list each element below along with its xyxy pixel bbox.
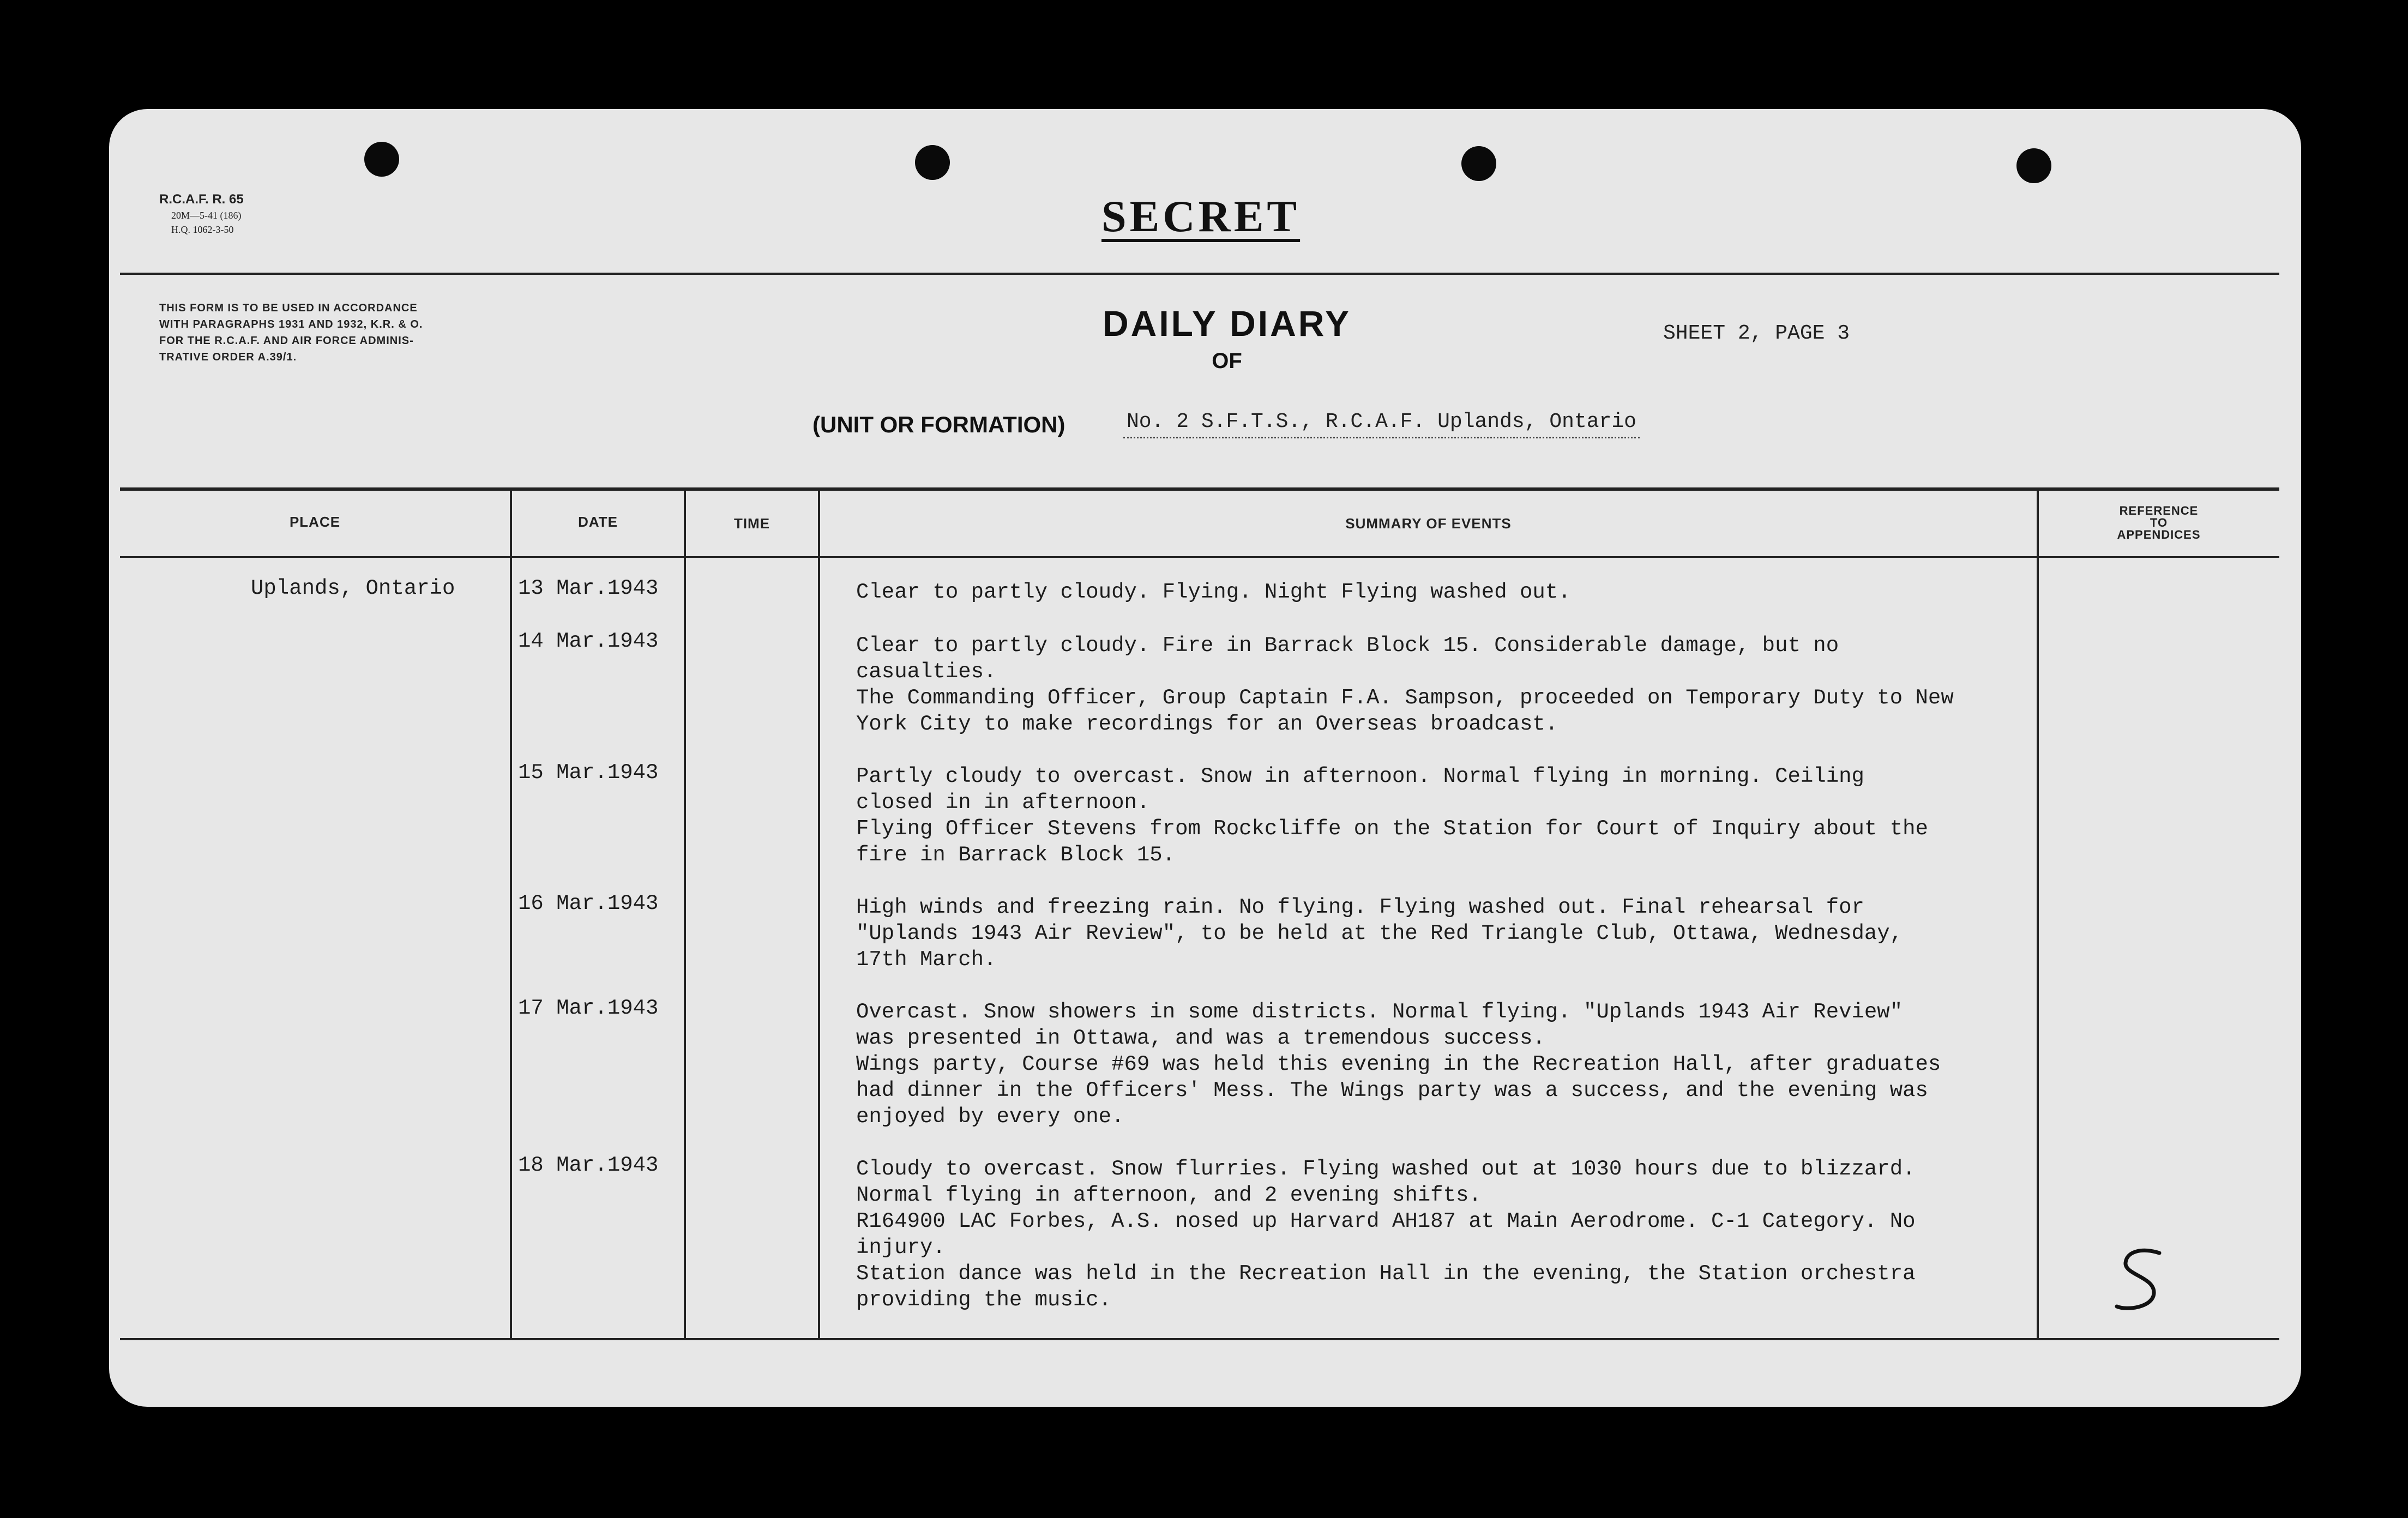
instruction-line: TRATIVE ORDER A.39/1. bbox=[159, 351, 297, 363]
column-header-date: DATE bbox=[578, 514, 618, 530]
form-instructions bbox=[159, 300, 595, 365]
reference-header-line: APPENDICES bbox=[2117, 528, 2201, 541]
summary-line: The Commanding Officer, Group Captain F.A. Sampson, proceeded on Temporary Duty to New bbox=[856, 686, 1954, 710]
place-cell: Uplands, Ontario bbox=[251, 576, 455, 600]
date-cell: 14 Mar.1943 bbox=[518, 629, 659, 653]
summary-line: R164900 LAC Forbes, A.S. nosed up Harvard AH187 at Main Aerodrome. C-1 Category. No bbox=[856, 1209, 1916, 1233]
punch-hole bbox=[2016, 148, 2051, 183]
summary-line: Wings party, Course #69 was held this evening in the Recreation Hall, after graduates bbox=[856, 1052, 1941, 1076]
summary-entry bbox=[856, 579, 2116, 605]
unit-label: (UNIT OR FORMATION) bbox=[812, 412, 1065, 437]
reference-header-line: REFERENCE bbox=[2119, 504, 2199, 517]
column-divider bbox=[684, 491, 686, 1338]
summary-line: Flying Officer Stevens from Rockcliffe on the Station for Court of Inquiry about the bbox=[856, 817, 1928, 841]
summary-line: Clear to partly cloudy. Fire in Barrack Block 15. Considerable damage, but no bbox=[856, 634, 1839, 658]
summary-line: was presented in Ottawa, and was a tremendous success. bbox=[856, 1026, 1545, 1050]
form-code: 20M—5-41 (186) bbox=[171, 210, 242, 221]
form-number: R.C.A.F. R. 65 bbox=[159, 192, 244, 207]
punch-hole bbox=[915, 145, 950, 180]
summary-line: Overcast. Snow showers in some districts. Normal flying. "Uplands 1943 Air Review" bbox=[856, 1000, 1903, 1024]
punch-hole bbox=[364, 142, 399, 177]
sheet-page-number: SHEET 2, PAGE 3 bbox=[1663, 322, 1850, 345]
instruction-line: FOR THE R.C.A.F. AND AIR FORCE ADMINIS- bbox=[159, 335, 414, 347]
handwritten-mark bbox=[2105, 1243, 2170, 1320]
column-header-summary: SUMMARY OF EVENTS bbox=[1345, 515, 1512, 532]
column-divider bbox=[510, 491, 512, 1338]
summary-line: Station dance was held in the Recreation Hall in the evening, the Station orchestra bbox=[856, 1262, 1916, 1286]
summary-line: had dinner in the Officers' Mess. The Wings party was a success, and the evening was bbox=[856, 1079, 1928, 1103]
column-header-place: PLACE bbox=[289, 514, 341, 530]
summary-line: enjoyed by every one. bbox=[856, 1105, 1124, 1129]
date-cell: 15 Mar.1943 bbox=[518, 761, 659, 785]
table-bottom-rule bbox=[120, 1338, 2279, 1340]
column-header-reference bbox=[2039, 505, 2279, 541]
instruction-line: THIS FORM IS TO BE USED IN ACCORDANCE bbox=[159, 302, 418, 314]
header-rule bbox=[120, 556, 2279, 558]
column-header-time: TIME bbox=[733, 515, 770, 532]
divider bbox=[120, 273, 2279, 275]
diary-sheet bbox=[109, 109, 2301, 1407]
summary-line: Normal flying in afternoon, and 2 evening shifts. bbox=[856, 1183, 1482, 1207]
summary-line: Clear to partly cloudy. Flying. Night Flying washed out. bbox=[856, 580, 1571, 604]
summary-line: 17th March. bbox=[856, 948, 997, 972]
date-cell: 17 Mar.1943 bbox=[518, 996, 659, 1020]
classification-heading: SECRET bbox=[1101, 191, 1301, 241]
document-title: DAILY DIARY bbox=[1103, 303, 1351, 344]
instruction-line: WITH PARAGRAPHS 1931 AND 1932, K.R. & O. bbox=[159, 318, 423, 330]
document-title-of: OF bbox=[1212, 349, 1242, 373]
unit-value: No. 2 S.F.T.S., R.C.A.F. Uplands, Ontario bbox=[1123, 410, 1640, 438]
summary-line: closed in in afternoon. bbox=[856, 791, 1150, 815]
summary-line: York City to make recordings for an Overseas broadcast. bbox=[856, 712, 1558, 736]
form-code: H.Q. 1062-3-50 bbox=[171, 224, 234, 235]
summary-entry bbox=[856, 894, 2116, 973]
summary-line: casualties. bbox=[856, 660, 997, 684]
summary-line: providing the music. bbox=[856, 1288, 1112, 1312]
summary-line: Partly cloudy to overcast. Snow in afternoon. Normal flying in morning. Ceiling bbox=[856, 764, 1864, 788]
date-cell: 16 Mar.1943 bbox=[518, 891, 659, 915]
date-cell: 13 Mar.1943 bbox=[518, 576, 659, 600]
summary-entry bbox=[856, 999, 2116, 1130]
summary-line: "Uplands 1943 Air Review", to be held at the Red Triangle Club, Ottawa, Wednesday, bbox=[856, 921, 1903, 945]
table-top-rule bbox=[120, 487, 2279, 491]
summary-line: Cloudy to overcast. Snow flurries. Flying washed out at 1030 hours due to blizzard. bbox=[856, 1157, 1916, 1181]
summary-entry bbox=[856, 763, 2116, 868]
summary-entry bbox=[856, 632, 2116, 737]
summary-line: fire in Barrack Block 15. bbox=[856, 843, 1176, 867]
column-divider bbox=[818, 491, 820, 1338]
summary-entry bbox=[856, 1156, 2116, 1313]
punch-hole bbox=[1461, 146, 1496, 181]
date-cell: 18 Mar.1943 bbox=[518, 1153, 659, 1177]
summary-line: High winds and freezing rain. No flying. Flying washed out. Final rehearsal for bbox=[856, 895, 1864, 919]
summary-line: injury. bbox=[856, 1236, 946, 1260]
form-identifier bbox=[159, 191, 244, 237]
reference-header-line: TO bbox=[2150, 516, 2168, 529]
